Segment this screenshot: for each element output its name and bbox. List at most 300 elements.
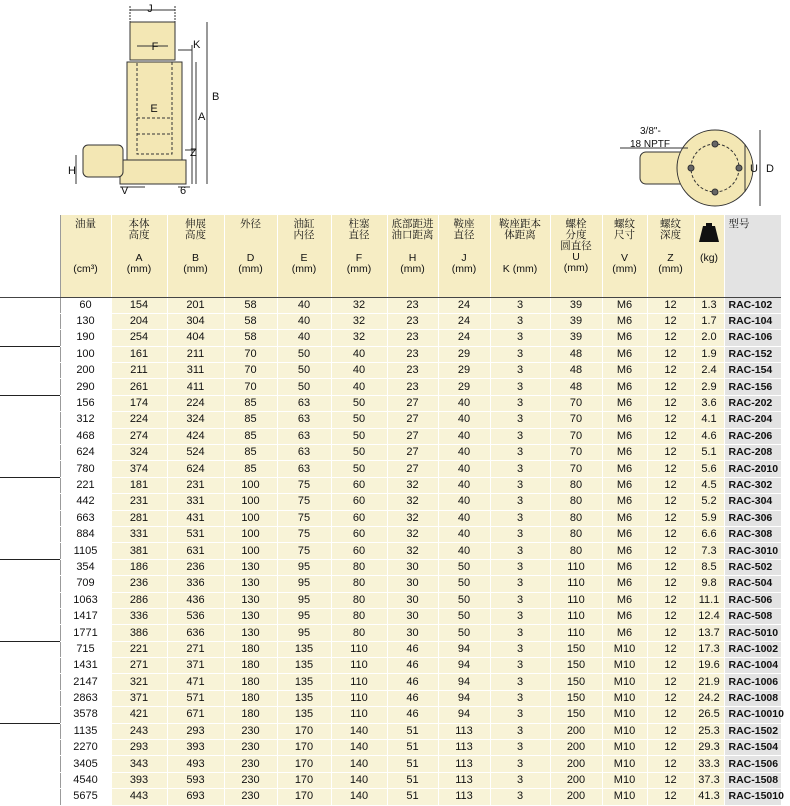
table-cell: M10 bbox=[602, 756, 647, 772]
row-blank bbox=[0, 772, 60, 788]
header-gap bbox=[225, 230, 277, 253]
header-col-11 bbox=[647, 215, 694, 297]
table-cell: 130 bbox=[224, 576, 277, 592]
table-cell: 60 bbox=[331, 477, 387, 493]
table-cell: 4.5 bbox=[694, 477, 724, 493]
table-cell: 130 bbox=[224, 608, 277, 624]
table-cell: 8.5 bbox=[694, 559, 724, 575]
table-row bbox=[0, 641, 781, 657]
table-cell: 5.1 bbox=[694, 445, 724, 461]
table-cell: 140 bbox=[331, 772, 387, 788]
header-unit: (mm) bbox=[346, 263, 372, 275]
table-cell: 113 bbox=[438, 740, 490, 756]
model-cell: RAC-1008 bbox=[724, 690, 781, 706]
table-cell: 100 bbox=[60, 346, 111, 362]
row-blank bbox=[0, 625, 60, 641]
table-cell: 884 bbox=[60, 526, 111, 542]
table-row bbox=[0, 625, 781, 641]
table-cell: M6 bbox=[602, 625, 647, 641]
table-cell: M10 bbox=[602, 658, 647, 674]
table-cell: 371 bbox=[111, 690, 167, 706]
table-cell: 23 bbox=[387, 363, 438, 379]
table-cell: 70 bbox=[224, 363, 277, 379]
table-cell: 3 bbox=[490, 772, 550, 788]
table-cell: 94 bbox=[438, 658, 490, 674]
table-cell: 180 bbox=[224, 641, 277, 657]
row-blank bbox=[0, 526, 60, 542]
table-cell: 9.8 bbox=[694, 576, 724, 592]
table-cell: 180 bbox=[224, 658, 277, 674]
table-cell: 200 bbox=[550, 723, 602, 739]
table-cell: 70 bbox=[550, 445, 602, 461]
model-cell: RAC-306 bbox=[724, 510, 781, 526]
table-cell: 140 bbox=[331, 740, 387, 756]
table-cell: 12 bbox=[647, 477, 694, 493]
table-cell: 135 bbox=[277, 641, 331, 657]
table-cell: 17.3 bbox=[694, 641, 724, 657]
table-cell: 26.5 bbox=[694, 707, 724, 723]
table-cell: M6 bbox=[602, 494, 647, 510]
table-cell: 100 bbox=[224, 494, 277, 510]
header-unit: (cm³) bbox=[73, 263, 98, 275]
table-cell: 23 bbox=[387, 379, 438, 395]
table-cell: 3 bbox=[490, 510, 550, 526]
model-cell: RAC-1506 bbox=[724, 756, 781, 772]
table-cell: M6 bbox=[602, 576, 647, 592]
table-cell: 32 bbox=[387, 510, 438, 526]
table-cell: 3 bbox=[490, 707, 550, 723]
label-z: Z bbox=[190, 147, 197, 159]
table-cell: 663 bbox=[60, 510, 111, 526]
table-cell: 6.6 bbox=[694, 526, 724, 542]
table-cell: 135 bbox=[277, 707, 331, 723]
table-cell: 170 bbox=[277, 740, 331, 756]
header-symbol: Z bbox=[667, 252, 674, 264]
table-cell: 274 bbox=[111, 428, 167, 444]
table-cell: 50 bbox=[277, 346, 331, 362]
label-b: B bbox=[212, 91, 220, 103]
table-cell: 110 bbox=[550, 559, 602, 575]
table-cell: 40 bbox=[438, 543, 490, 559]
table-cell: 130 bbox=[224, 625, 277, 641]
row-blank bbox=[0, 658, 60, 674]
row-blank bbox=[0, 510, 60, 526]
table-row bbox=[0, 543, 781, 559]
table-cell: 24 bbox=[438, 313, 490, 329]
model-cell: RAC-1006 bbox=[724, 674, 781, 690]
model-cell: RAC-154 bbox=[724, 363, 781, 379]
table-cell: 50 bbox=[438, 592, 490, 608]
table-cell: 11.1 bbox=[694, 592, 724, 608]
table-cell: 211 bbox=[111, 363, 167, 379]
model-cell: RAC-2010 bbox=[724, 461, 781, 477]
table-cell: 94 bbox=[438, 707, 490, 723]
table-row bbox=[0, 559, 781, 575]
table-cell: 50 bbox=[331, 445, 387, 461]
table-cell: 50 bbox=[438, 625, 490, 641]
table-cell: 80 bbox=[331, 576, 387, 592]
table-cell: 3 bbox=[490, 625, 550, 641]
table-cell: 30 bbox=[387, 625, 438, 641]
table-cell: 12 bbox=[647, 428, 694, 444]
label-h: H bbox=[68, 165, 76, 177]
table-cell: 5.6 bbox=[694, 461, 724, 477]
table-cell: 393 bbox=[167, 740, 224, 756]
table-cell: 3 bbox=[490, 608, 550, 624]
table-cell: 186 bbox=[111, 559, 167, 575]
table-cell: 85 bbox=[224, 412, 277, 428]
table-cell: 110 bbox=[550, 608, 602, 624]
table-row bbox=[0, 510, 781, 526]
table-cell: 51 bbox=[387, 723, 438, 739]
table-cell: 12 bbox=[647, 412, 694, 428]
header-name: 伸展 高度 bbox=[185, 218, 206, 241]
table-cell: 50 bbox=[331, 412, 387, 428]
table-cell: 75 bbox=[277, 510, 331, 526]
header-unit: (mm) bbox=[183, 263, 208, 275]
table-cell: 3 bbox=[490, 379, 550, 395]
table-cell: 80 bbox=[550, 510, 602, 526]
table-cell: 23 bbox=[387, 346, 438, 362]
table-cell: 12 bbox=[647, 690, 694, 706]
table-cell: 221 bbox=[111, 641, 167, 657]
table-cell: 304 bbox=[167, 313, 224, 329]
model-cell: RAC-1508 bbox=[724, 772, 781, 788]
table-cell: 110 bbox=[550, 625, 602, 641]
table-cell: 154 bbox=[111, 297, 167, 313]
header-name: 螺纹 深度 bbox=[660, 218, 681, 241]
table-cell: 135 bbox=[277, 674, 331, 690]
table-cell: 170 bbox=[277, 772, 331, 788]
table-cell: M10 bbox=[602, 707, 647, 723]
header-col-7 bbox=[438, 215, 490, 297]
table-cell: 624 bbox=[60, 445, 111, 461]
table-cell: 70 bbox=[550, 428, 602, 444]
table-cell: 40 bbox=[438, 477, 490, 493]
table-cell: 100 bbox=[224, 510, 277, 526]
row-blank bbox=[0, 559, 60, 575]
table-cell: 3 bbox=[490, 445, 550, 461]
table-cell: 442 bbox=[60, 494, 111, 510]
table-cell: 40 bbox=[438, 510, 490, 526]
table-cell: 30 bbox=[387, 576, 438, 592]
spec-table bbox=[0, 215, 784, 806]
table-row bbox=[0, 297, 781, 313]
table-cell: 12 bbox=[647, 445, 694, 461]
table-cell: 12 bbox=[647, 625, 694, 641]
table-cell: 70 bbox=[550, 461, 602, 477]
table-cell: 200 bbox=[550, 756, 602, 772]
weight-icon bbox=[698, 221, 720, 243]
table-cell: 130 bbox=[224, 592, 277, 608]
table-cell: M6 bbox=[602, 461, 647, 477]
table-cell: M10 bbox=[602, 772, 647, 788]
table-cell: 3 bbox=[490, 756, 550, 772]
table-cell: 12 bbox=[647, 363, 694, 379]
table-cell: 100 bbox=[224, 526, 277, 542]
row-blank bbox=[0, 543, 60, 559]
table-cell: 60 bbox=[331, 494, 387, 510]
table-cell: 2.4 bbox=[694, 363, 724, 379]
table-cell: 12 bbox=[647, 346, 694, 362]
table-cell: M6 bbox=[602, 543, 647, 559]
header-blank bbox=[0, 215, 60, 297]
row-blank bbox=[0, 789, 60, 805]
table-cell: 156 bbox=[60, 395, 111, 411]
table-cell: 80 bbox=[550, 477, 602, 493]
header-unit: (mm) bbox=[563, 262, 589, 274]
table-cell: M6 bbox=[602, 592, 647, 608]
table-cell: 24 bbox=[438, 330, 490, 346]
table-cell: 224 bbox=[167, 395, 224, 411]
header-col-1 bbox=[111, 215, 167, 297]
header-symbol: U bbox=[572, 251, 580, 263]
table-cell: 12 bbox=[647, 592, 694, 608]
table-cell: 39 bbox=[550, 313, 602, 329]
spec-table-header bbox=[0, 215, 781, 297]
table-cell: 636 bbox=[167, 625, 224, 641]
header-symbol: J bbox=[461, 252, 467, 264]
model-cell: RAC-502 bbox=[724, 559, 781, 575]
table-cell: 40 bbox=[438, 428, 490, 444]
table-cell: 40 bbox=[277, 330, 331, 346]
table-row bbox=[0, 690, 781, 706]
table-row bbox=[0, 526, 781, 542]
table-cell: 150 bbox=[550, 658, 602, 674]
table-row bbox=[0, 330, 781, 346]
table-cell: 30 bbox=[387, 592, 438, 608]
header-col-9 bbox=[550, 215, 602, 297]
table-cell: 19.6 bbox=[694, 658, 724, 674]
header-symbol: A bbox=[135, 252, 143, 264]
table-cell: 3 bbox=[490, 297, 550, 313]
table-cell: 46 bbox=[387, 658, 438, 674]
table-cell: 254 bbox=[111, 330, 167, 346]
table-cell: 230 bbox=[224, 772, 277, 788]
table-cell: 324 bbox=[111, 445, 167, 461]
row-blank bbox=[0, 346, 60, 362]
header-unit: (mm) bbox=[612, 263, 637, 275]
table-cell: 39 bbox=[550, 297, 602, 313]
header-name: 鞍座距本 体距离 bbox=[499, 218, 541, 241]
table-cell: 135 bbox=[277, 690, 331, 706]
model-cell: RAC-302 bbox=[724, 477, 781, 493]
table-cell: 230 bbox=[224, 740, 277, 756]
row-blank bbox=[0, 330, 60, 346]
table-cell: 95 bbox=[277, 592, 331, 608]
table-row bbox=[0, 756, 781, 772]
table-cell: 63 bbox=[277, 412, 331, 428]
header-col-12 bbox=[694, 215, 724, 297]
table-cell: 7.3 bbox=[694, 543, 724, 559]
table-row bbox=[0, 494, 781, 510]
label-f: F bbox=[151, 41, 159, 53]
label-thread-1: 3/8"- bbox=[640, 126, 661, 137]
header-name: 螺纹 尺寸 bbox=[614, 218, 635, 241]
model-cell: RAC-308 bbox=[724, 526, 781, 542]
table-cell: 130 bbox=[224, 559, 277, 575]
row-blank bbox=[0, 494, 60, 510]
table-cell: M10 bbox=[602, 723, 647, 739]
table-cell: 3 bbox=[490, 723, 550, 739]
table-cell: M6 bbox=[602, 428, 647, 444]
header-name: 螺栓 分度 圆直径 bbox=[560, 218, 592, 252]
table-cell: 63 bbox=[277, 461, 331, 477]
table-row bbox=[0, 592, 781, 608]
table-cell: 371 bbox=[167, 658, 224, 674]
header-symbol: H bbox=[408, 252, 417, 264]
table-cell: M6 bbox=[602, 313, 647, 329]
table-cell: M6 bbox=[602, 379, 647, 395]
header-unit: (mm) bbox=[400, 263, 425, 275]
table-cell: 33.3 bbox=[694, 756, 724, 772]
table-cell: 23 bbox=[387, 313, 438, 329]
table-cell: 715 bbox=[60, 641, 111, 657]
table-cell: 150 bbox=[550, 674, 602, 690]
spec-table-body bbox=[0, 297, 784, 805]
table-cell: 95 bbox=[277, 625, 331, 641]
table-cell: 170 bbox=[277, 756, 331, 772]
table-cell: 29 bbox=[438, 379, 490, 395]
table-cell: 1771 bbox=[60, 625, 111, 641]
table-cell: 75 bbox=[277, 477, 331, 493]
table-cell: 24.2 bbox=[694, 690, 724, 706]
header-name: 鞍座 直径 bbox=[453, 218, 475, 241]
table-cell: 110 bbox=[550, 576, 602, 592]
table-cell: 631 bbox=[167, 543, 224, 559]
table-cell: 436 bbox=[167, 592, 224, 608]
table-cell: M6 bbox=[602, 346, 647, 362]
table-row bbox=[0, 379, 781, 395]
table-cell: 5.9 bbox=[694, 510, 724, 526]
header-col-4 bbox=[277, 215, 331, 297]
table-cell: 50 bbox=[438, 576, 490, 592]
table-cell: 290 bbox=[60, 379, 111, 395]
table-cell: 50 bbox=[438, 559, 490, 575]
table-cell: 493 bbox=[167, 756, 224, 772]
header-symbol: D bbox=[246, 252, 255, 264]
table-cell: 30 bbox=[387, 608, 438, 624]
table-cell: 48 bbox=[550, 346, 602, 362]
table-cell: 50 bbox=[277, 379, 331, 395]
table-cell: 693 bbox=[167, 789, 224, 805]
header-col-3 bbox=[224, 215, 277, 297]
table-cell: 374 bbox=[111, 461, 167, 477]
table-cell: 170 bbox=[277, 789, 331, 805]
table-cell: 23 bbox=[387, 297, 438, 313]
table-cell: 100 bbox=[224, 543, 277, 559]
model-cell: RAC-10010 bbox=[724, 707, 781, 723]
table-cell: 23 bbox=[387, 330, 438, 346]
table-cell: 354 bbox=[60, 559, 111, 575]
table-cell: 85 bbox=[224, 461, 277, 477]
header-unit: K (mm) bbox=[502, 263, 538, 275]
table-cell: 1417 bbox=[60, 608, 111, 624]
row-blank bbox=[0, 608, 60, 624]
table-cell: M6 bbox=[602, 559, 647, 575]
row-blank bbox=[0, 740, 60, 756]
table-cell: 40 bbox=[438, 526, 490, 542]
model-cell: RAC-202 bbox=[724, 395, 781, 411]
row-blank bbox=[0, 576, 60, 592]
row-blank bbox=[0, 412, 60, 428]
table-cell: 3405 bbox=[60, 756, 111, 772]
table-cell: 431 bbox=[167, 510, 224, 526]
table-cell: 709 bbox=[60, 576, 111, 592]
table-cell: 32 bbox=[387, 543, 438, 559]
header-symbol: E bbox=[300, 252, 308, 264]
table-cell: 63 bbox=[277, 445, 331, 461]
table-cell: 12 bbox=[647, 772, 694, 788]
table-cell: 12 bbox=[647, 461, 694, 477]
table-cell: M6 bbox=[602, 445, 647, 461]
table-cell: 3 bbox=[490, 461, 550, 477]
table-cell: 3 bbox=[490, 690, 550, 706]
table-cell: 1.3 bbox=[694, 297, 724, 313]
model-cell: RAC-1004 bbox=[724, 658, 781, 674]
model-cell: RAC-1504 bbox=[724, 740, 781, 756]
table-cell: 94 bbox=[438, 641, 490, 657]
table-cell: 80 bbox=[550, 526, 602, 542]
header-col-13 bbox=[724, 215, 781, 297]
table-cell: 12 bbox=[647, 674, 694, 690]
table-row bbox=[0, 477, 781, 493]
model-cell: RAC-102 bbox=[724, 297, 781, 313]
table-row bbox=[0, 723, 781, 739]
row-blank bbox=[0, 428, 60, 444]
table-cell: 24 bbox=[438, 297, 490, 313]
table-cell: 321 bbox=[111, 674, 167, 690]
table-cell: 3 bbox=[490, 428, 550, 444]
table-cell: 58 bbox=[224, 330, 277, 346]
table-cell: 5.2 bbox=[694, 494, 724, 510]
table-cell: 3 bbox=[490, 526, 550, 542]
table-cell: 12 bbox=[647, 330, 694, 346]
table-cell: 75 bbox=[277, 543, 331, 559]
table-cell: 624 bbox=[167, 461, 224, 477]
row-blank bbox=[0, 723, 60, 739]
table-cell: 4.1 bbox=[694, 412, 724, 428]
table-cell: 230 bbox=[224, 723, 277, 739]
table-cell: 671 bbox=[167, 707, 224, 723]
table-cell: 32 bbox=[387, 477, 438, 493]
table-cell: 58 bbox=[224, 297, 277, 313]
table-cell: 12 bbox=[647, 723, 694, 739]
header-name: 柱塞 直径 bbox=[348, 218, 370, 241]
table-cell: 468 bbox=[60, 428, 111, 444]
header-name: 油缸 内径 bbox=[293, 218, 315, 241]
table-cell: 113 bbox=[438, 772, 490, 788]
row-blank bbox=[0, 477, 60, 493]
table-cell: 3 bbox=[490, 576, 550, 592]
table-cell: 27 bbox=[387, 445, 438, 461]
table-cell: 32 bbox=[331, 297, 387, 313]
table-cell: 51 bbox=[387, 789, 438, 805]
table-cell: M6 bbox=[602, 526, 647, 542]
table-cell: 58 bbox=[224, 313, 277, 329]
header-unit: (mm) bbox=[238, 263, 263, 275]
table-cell: 40 bbox=[438, 412, 490, 428]
table-cell: 75 bbox=[277, 494, 331, 510]
table-cell: 4540 bbox=[60, 772, 111, 788]
header-col-0 bbox=[60, 215, 111, 297]
table-cell: 224 bbox=[111, 412, 167, 428]
table-cell: 293 bbox=[111, 740, 167, 756]
table-cell: 3 bbox=[490, 412, 550, 428]
table-cell: 37.3 bbox=[694, 772, 724, 788]
table-cell: 40 bbox=[331, 363, 387, 379]
label-v: V bbox=[121, 185, 129, 197]
